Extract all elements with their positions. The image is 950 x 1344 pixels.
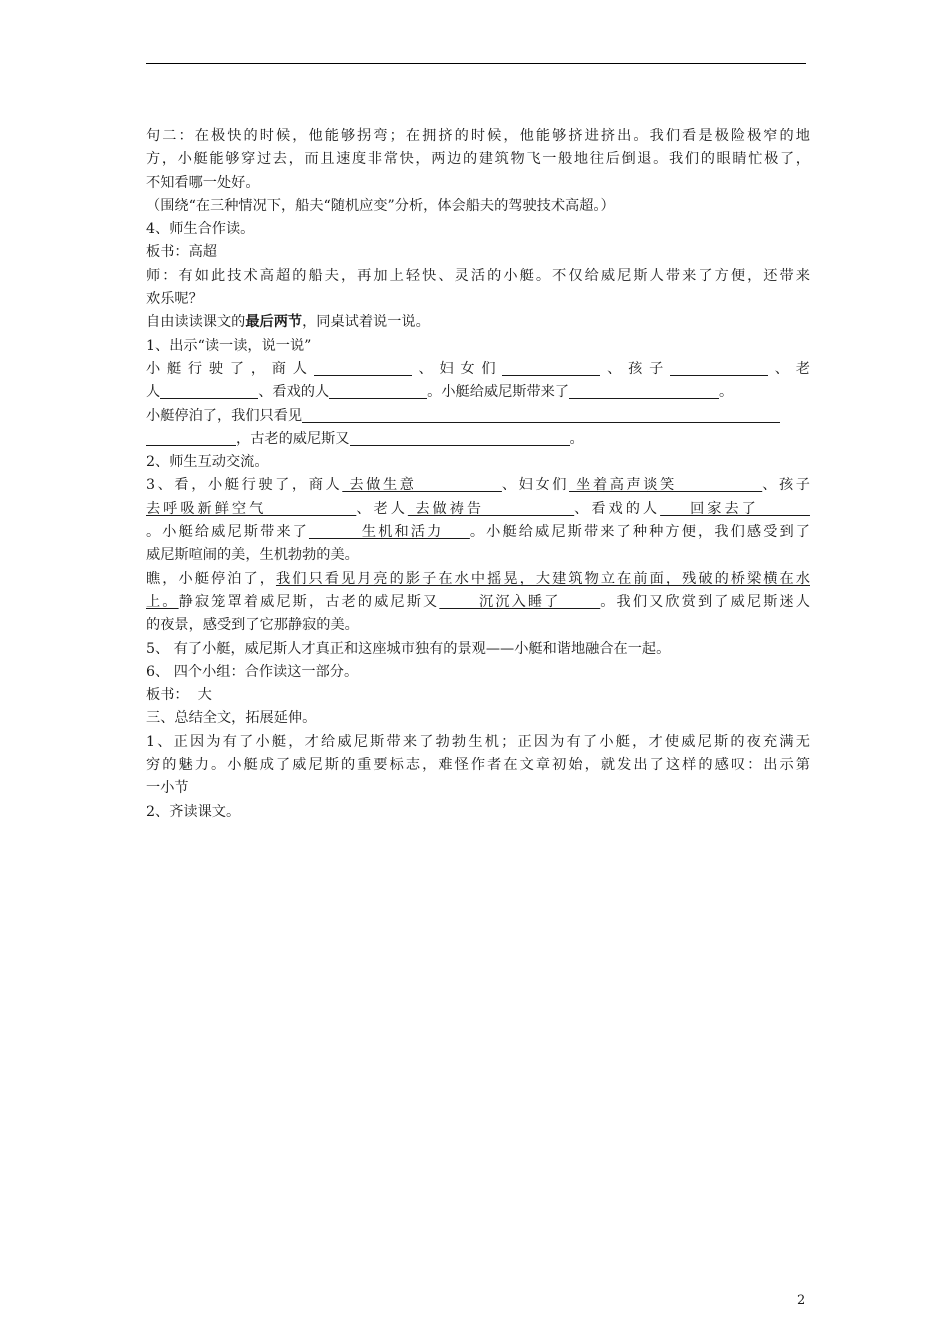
blank-field <box>302 407 780 423</box>
text-segment: 。小艇给威尼斯带来了 <box>146 524 309 541</box>
text-segment: ，同桌试着说一说。 <box>302 314 430 331</box>
answer-line <box>146 568 810 591</box>
text-segment: 3、看，小艇行驶了，商人 <box>146 477 343 494</box>
text-line: （围绕“在三种情况下，船夫“随机应变”分析，体会船夫的驾驶技术高超。） <box>146 197 615 214</box>
answer-text: 沉沉入睡了 <box>439 593 601 610</box>
text-line: 5、 有了小艇，威尼斯人才真正和这座城市独有的景观——小艇和谐地融合在一起。 <box>146 640 671 657</box>
text-segment: 静寂笼罩着威尼斯，古老的威尼斯又 <box>178 593 440 610</box>
text-segment: ，古老的威尼斯又 <box>236 430 350 447</box>
blank-field <box>146 430 236 446</box>
answer-text: 去做祷告 <box>407 500 575 517</box>
answer-line <box>146 474 810 497</box>
document-body <box>146 125 810 824</box>
text-segment: 瞧，小艇停泊了， <box>146 570 276 587</box>
text-line: 4、师生合作读。 <box>146 221 255 238</box>
text-line: 6、 四个小组：合作读这一部分。 <box>146 663 359 680</box>
answer-text: 去做生意 <box>342 477 502 494</box>
fill-blank-line <box>146 405 810 428</box>
blank-field <box>350 430 570 446</box>
text-segment: 。小艇给威尼斯带来了种种方便，我们感受到了 <box>469 524 810 541</box>
text-segment: 自由读读课文的 <box>146 314 246 331</box>
text-line: 的夜景，感受到了它那静寂的美。 <box>146 617 359 634</box>
answer-text: 上。 <box>146 593 179 610</box>
text-segment: 小艇行驶了，商人 <box>146 360 314 377</box>
text-segment: 、老 <box>768 360 810 377</box>
answer-text: 去呼吸新鲜空气 <box>146 500 357 517</box>
blank-field <box>314 360 412 376</box>
page-number: 2 <box>797 1293 806 1308</box>
text-line: 师：有如此技术高超的船夫，再加上轻快、灵活的小艇。不仅给威尼斯人带来了方便，还带来 <box>146 267 810 284</box>
fill-blank-line <box>146 358 810 381</box>
blank-field <box>160 383 258 399</box>
text-segment: 、妇女们 <box>501 477 570 494</box>
text-segment: 、妇女们 <box>411 360 503 377</box>
text-segment: 、孩子 <box>762 477 810 494</box>
text-segment: 、看戏的人 <box>258 384 330 401</box>
text-segment: 、孩子 <box>600 360 671 377</box>
answer-line <box>146 521 810 544</box>
text-line: 欢乐呢？ <box>146 291 203 308</box>
answer-line <box>146 498 810 521</box>
text-segment: 小艇停泊了，我们只看见 <box>146 407 303 424</box>
answer-text: 回家去了 <box>660 500 810 517</box>
text-segment: 、老人 <box>356 500 408 517</box>
blank-field <box>502 360 600 376</box>
answer-text: 我们只看见月亮的影子在水中摇晃，大建筑物立在前面，残破的桥梁横在水 <box>275 570 810 587</box>
text-segment: 人 <box>146 384 161 401</box>
text-line: 2、齐读课文。 <box>146 803 241 820</box>
text-line: 2、师生互动交流。 <box>146 454 269 471</box>
text-line: 板书：高超 <box>146 244 217 261</box>
answer-line <box>146 591 810 614</box>
text-line: 板书： 大 <box>146 687 212 704</box>
text-line: 威尼斯喧闹的美，生机勃勃的美。 <box>146 547 359 564</box>
text-segment: 。我们又欣赏到了威尼斯迷人 <box>600 593 810 610</box>
text-line <box>146 311 810 334</box>
fill-blank-line <box>146 428 810 451</box>
fill-blank-line <box>146 381 810 404</box>
blank-field <box>569 383 719 399</box>
text-segment: 、看戏的人 <box>574 500 661 517</box>
header-rule <box>146 63 806 64</box>
text-line: 方，小艇能够穿过去，而且速度非常快，两边的建筑物飞一般地往后倒退。我们的眼睛忙极了， <box>146 151 810 168</box>
text-line: 1、出示“读一读，说一说” <box>146 337 312 354</box>
answer-text: 坐着高声谈笑 <box>569 477 763 494</box>
answer-text: 生机和活力 <box>308 524 470 541</box>
blank-field <box>670 360 768 376</box>
text-line: 句二：在极快的时候，他能够拐弯；在拥挤的时候，他能够挤进挤出。我们看是极险极窄的地 <box>146 128 810 144</box>
bold-text: 最后两节 <box>245 314 303 331</box>
text-segment: 。 <box>719 384 734 401</box>
text-segment: 。小艇给威尼斯带来了 <box>427 384 570 401</box>
section-heading: 三、总结全文，拓展延伸。 <box>146 710 317 727</box>
text-line: 一小节 <box>146 780 189 797</box>
blank-field <box>329 383 427 399</box>
text-segment: 。 <box>569 430 584 447</box>
text-line: 1、正因为有了小艇，才给威尼斯带来了勃勃生机；正因为有了小艇，才使威尼斯的夜充满无 <box>146 733 810 750</box>
text-line: 不知看哪一处好。 <box>146 174 260 191</box>
text-line: 穷的魅力。小艇成了威尼斯的重要标志，难怪作者在文章初始，就发出了这样的感叹：出示第 <box>146 757 810 774</box>
